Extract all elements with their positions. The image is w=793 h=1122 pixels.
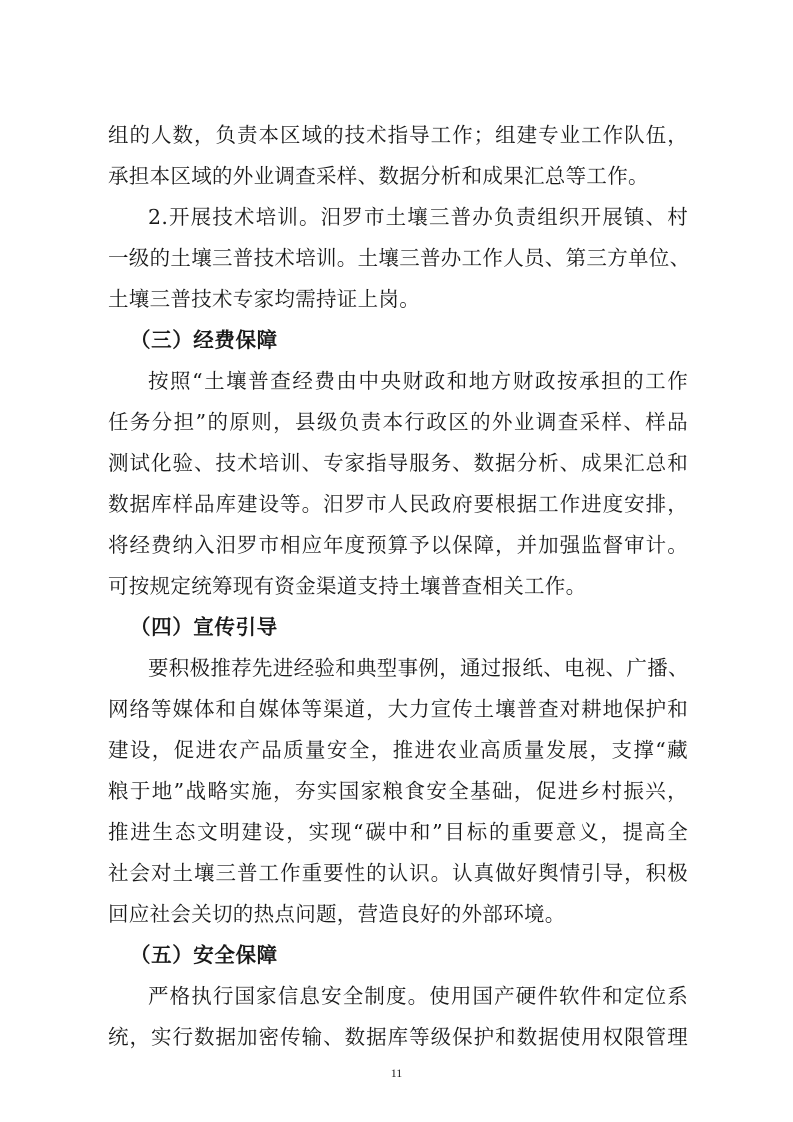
section-heading: （三）经费保障 xyxy=(130,328,278,352)
section-heading: （五）安全保障 xyxy=(130,943,278,967)
body-line: 统，实行数据加密传输、数据库等级保护和数据使用权限管理 xyxy=(108,1025,688,1049)
body-line: 按照“土壤普查经费由中央财政和地方财政按承担的工作 xyxy=(148,369,688,393)
body-line: 回应社会关切的热点问题，营造良好的外部环境。 xyxy=(108,902,566,926)
body-line: 任务分担”的原则，县级负责本行政区的外业调查采样、样品 xyxy=(108,410,688,434)
section-heading: （四）宣传引导 xyxy=(130,615,278,639)
body-line: 数据库样品库建设等。汨罗市人民政府要根据工作进度安排， xyxy=(108,492,688,516)
body-line: 社会对土壤三普工作重要性的认识。认真做好舆情引导，积极 xyxy=(108,861,688,885)
body-line: 土壤三普技术专家均需持证上岗。 xyxy=(108,287,420,311)
body-line: 建设，促进农产品质量安全，推进农业高质量发展，支撑“藏 xyxy=(108,738,688,762)
body-line: 粮于地”战略实施，夯实国家粮食安全基础，促进乡村振兴， xyxy=(108,779,688,803)
body-line: 要积极推荐先进经验和典型事例，通过报纸、电视、广播、 xyxy=(148,656,689,680)
body-line: 推进生态文明建设，实现“碳中和”目标的重要意义，提高全 xyxy=(108,820,688,844)
body-line: 一级的土壤三普技术培训。土壤三普办工作人员、第三方单位、 xyxy=(108,246,691,270)
body-line: 2.开展技术培训。汨罗市土壤三普办负责组织开展镇、村 xyxy=(148,205,688,229)
body-line: 网络等媒体和自媒体等渠道，大力宣传土壤普查对耕地保护和 xyxy=(108,697,688,721)
page-number: 11 xyxy=(390,1066,403,1080)
body-line: 可按规定统筹现有资金渠道支持土壤普查相关工作。 xyxy=(108,574,587,598)
body-line: 将经费纳入汨罗市相应年度预算予以保障，并加强监督审计。 xyxy=(108,533,688,557)
body-line: 测试化验、技术培训、专家指导服务、数据分析、成果汇总和 xyxy=(108,451,688,475)
body-line: 严格执行国家信息安全制度。使用国产硬件软件和定位系 xyxy=(148,984,688,1008)
body-line: 承担本区域的外业调查采样、数据分析和成果汇总等工作。 xyxy=(108,164,649,188)
body-line: 组的人数，负责本区域的技术指导工作；组建专业工作队伍， xyxy=(108,123,688,147)
